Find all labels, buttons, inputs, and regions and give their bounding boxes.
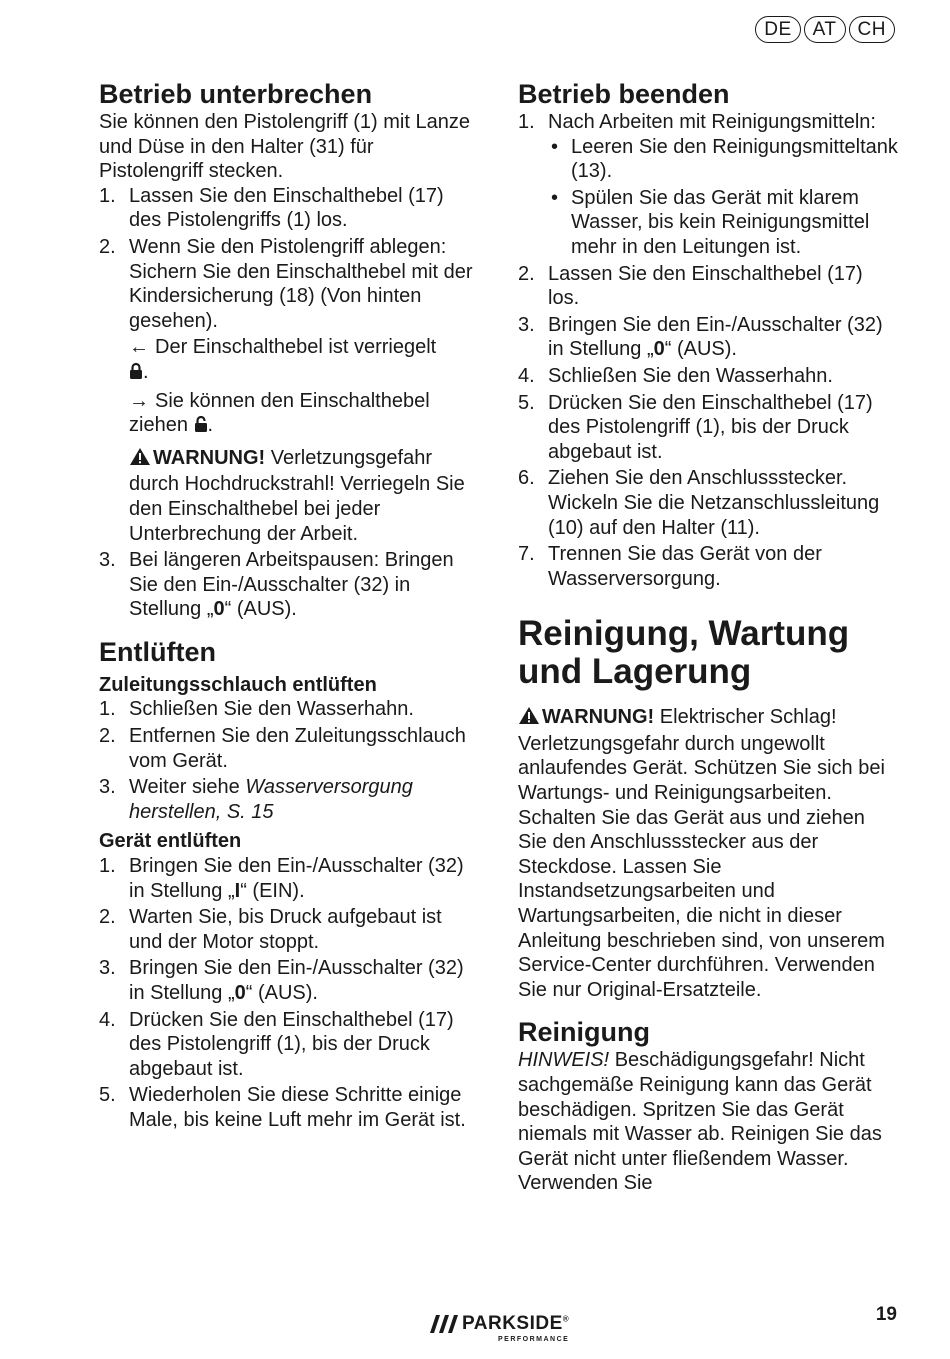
list-item: 6. Ziehen Sie den Anschlussstecker. Wickeln Sie die Netzanschlussleitung (10) auf den Halter (11). <box>518 467 880 539</box>
locked-note: ← Der Einschalthebel ist verriegelt . <box>129 335 479 386</box>
bullet-item: • Leeren Sie den Reinigungsmitteltank (13). <box>548 135 898 184</box>
section-title-betrieb-beenden: Betrieb beenden <box>518 79 730 109</box>
subsection-title-zuleitung: Zuleitungsschlauch entlüften <box>99 673 377 696</box>
unlock-note: → Sie können den Einschalthebel ziehen . <box>129 389 479 440</box>
steps-list-beenden <box>518 110 898 591</box>
list-item: 5. Wiederholen Sie diese Schritte einige Male, bis keine Luft mehr im Gerät ist. <box>99 1084 466 1131</box>
page-number: 19 <box>875 1304 897 1325</box>
list-item: 5. Drücken Sie den Einschalthebel (17) des Pistolengriff (1), bis der Druck abgebaut ist. <box>518 391 873 463</box>
list-item: 4. Drücken Sie den Einschalthebel (17) des Pistolengriff (1), bis der Druck abgebaut ist. <box>99 1008 454 1080</box>
bullet-item: • Spülen Sie das Gerät mit klarem Wasser, bis kein Reinigungsmittel mehr in den Leitungen ist. <box>548 186 898 260</box>
subsection-title-geraet: Gerät entlüften <box>99 830 242 853</box>
lock-open-icon <box>194 415 208 440</box>
intro-paragraph: Sie können den Pistolengriff (1) mit Lanze und Düse in den Halter (31) für Pistolengriff stecken. <box>99 111 470 183</box>
list-item: 7. Trennen Sie das Gerät von der Wasserversorgung. <box>518 543 822 590</box>
right-column <box>518 78 898 1196</box>
list-item: 3. Bringen Sie den Ein-/Ausschalter (32) in Stellung „0“ (AUS). <box>518 313 883 361</box>
brand-name: PARKSIDE® <box>462 1313 570 1334</box>
list-item: 2. Warten Sie, bis Druck aufgebaut ist und der Motor stoppt. <box>99 906 442 953</box>
warning-paragraph: WARNUNG! Elektrischer Schlag! Verletzungsgefahr durch ungewollt anlaufendes Gerät. Schützen Sie sich bei Wartungs- und Reinigungsarbeiten. Schalten Sie das Gerät aus und ziehen Sie den Anschlussstecker aus der Steckdose. Lassen Sie Instandsetzungsarbeiten und Wartungsarbeiten, die nicht in dieser Anleitung beschrieben sind, von unserem Service-Center durchführen. Verwenden Sie nur Original-Ersatzteile. <box>518 706 885 1001</box>
parkside-logo <box>430 1313 590 1349</box>
section-title-entlueften: Entlüften <box>99 636 216 667</box>
list-item: 4. Schließen Sie den Wasserhahn. <box>518 364 833 387</box>
steps-list-zuleitung <box>99 697 479 824</box>
section-title-betrieb-unterbrechen: Betrieb unterbrechen <box>99 79 373 109</box>
list-item: 3. Bringen Sie den Ein-/Ausschalter (32) in Stellung „0“ (AUS). <box>99 957 464 1004</box>
hint-paragraph: HINWEIS! Beschädigungsgefahr! Nicht sachgemäße Reinigung kann das Gerät beschädigen. Spritzen Sie das Gerät niemals mit Wasser ab. Reinigen Sie das Gerät nicht unter fließendem Wasser. Verwenden Sie <box>518 1049 882 1195</box>
badge-de: DE <box>755 16 800 43</box>
steps-list-geraet <box>99 854 479 1133</box>
list-item: 3. Bei längeren Arbeitspausen: Bringen Sie den Ein-/Ausschalter (32) in Stellung „0“ (AUS). <box>99 549 454 621</box>
chapter-title-reinigung-wartung: Reinigung, Wartung und Lagerung <box>518 614 850 692</box>
list-item: 3. Weiter siehe Wasserversorgung herstellen, S. 15 <box>99 776 413 823</box>
arrow-left-icon: ← <box>129 336 149 359</box>
country-badges <box>755 16 895 43</box>
arrow-right-icon: → <box>129 389 149 412</box>
badge-at: AT <box>804 16 846 43</box>
brand-subline: PERFORMANCE <box>498 1336 570 1343</box>
list-item: 1. Schließen Sie den Wasserhahn. <box>99 698 414 721</box>
steps-list-unterbrechen <box>99 184 479 622</box>
list-item: 2. Wenn Sie den Pistolengriff ablegen: Sichern Sie den Einschalthebel mit der Kindersicherung (18) (Von hinten gesehen). ← Der Einschalthebel ist verriegelt . → Sie können den Einschalthebel ziehen . WARNUNG! Verletzungsgefahr durch Hochdruckstrahl! Verriegeln Sie den Einschalthebel bei jeder Unterbrechung der Arbeit. <box>99 235 479 546</box>
list-item: 1. Nach Arbeiten mit Reinigungsmitteln: • Leeren Sie den Reinigungsmitteltank (13). • Spülen Sie das Gerät mit klarem Wasser, bis kein Reinigungsmittel mehr in den Leitungen ist. <box>518 110 898 260</box>
list-item: 1. Lassen Sie den Einschalthebel (17) des Pistolengriffs (1) los. <box>99 184 444 232</box>
list-item: 2. Entfernen Sie den Zuleitungsschlauch vom Gerät. <box>99 725 466 772</box>
cross-reference-link[interactable]: Wasserversorgung herstellen, S. 15 <box>129 776 413 823</box>
bullet-list <box>548 135 898 260</box>
warning-box: WARNUNG! Verletzungsgefahr durch Hochdruckstrahl! Verriegeln Sie den Einschalthebel bei jeder Unterbrechung der Arbeit. <box>129 446 465 545</box>
brand-stripes-icon <box>430 1315 458 1333</box>
badge-ch: CH <box>849 16 895 43</box>
left-column <box>99 78 479 1135</box>
warning-triangle-icon <box>129 447 151 473</box>
lock-closed-icon <box>129 362 143 387</box>
section-title-reinigung: Reinigung <box>518 1017 650 1048</box>
list-item: 1. Bringen Sie den Ein-/Ausschalter (32) in Stellung „I“ (EIN). <box>99 855 464 902</box>
list-item: 2. Lassen Sie den Einschalthebel (17) los. <box>518 262 863 310</box>
warning-triangle-icon <box>518 706 540 732</box>
